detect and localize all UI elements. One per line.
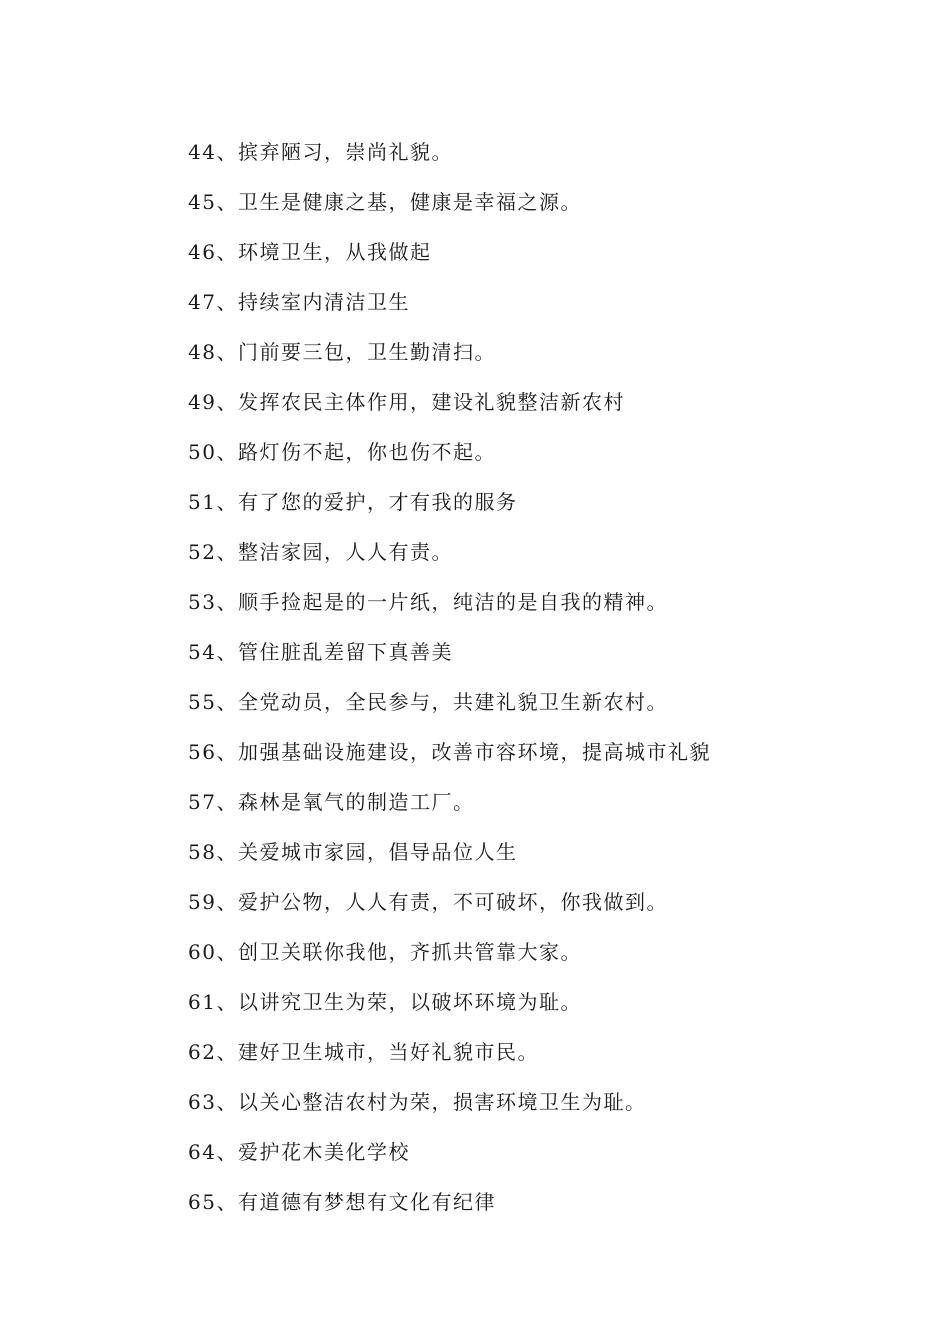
list-item: 60、创卫关联你我他，齐抓共管靠大家。 [188,940,582,964]
list-item: 63、以关心整洁农村为荣，损害环境卫生为耻。 [188,1090,647,1114]
list-item: 51、有了您的爱护，才有我的服务 [188,490,518,514]
list-item: 55、全党动员，全民参与，共建礼貌卫生新农村。 [188,690,668,714]
list-item: 52、整洁家园，人人有责。 [188,540,453,564]
list-item: 45、卫生是健康之基，健康是幸福之源。 [188,190,582,214]
list-item: 59、爱护公物，人人有责，不可破坏，你我做到。 [188,890,668,914]
list-item: 44、摈弃陋习，崇尚礼貌。 [188,140,453,164]
list-item: 47、持续室内清洁卫生 [188,290,410,314]
list-item: 57、森林是氧气的制造工厂。 [188,790,475,814]
list-item: 48、门前要三包，卫生勤清扫。 [188,340,496,364]
list-item: 64、爱护花木美化学校 [188,1140,410,1164]
list-item: 62、建好卫生城市，当好礼貌市民。 [188,1040,539,1064]
list-item: 56、加强基础设施建设，改善市容环境，提高城市礼貌 [188,740,711,764]
list-item: 53、顺手捡起是的一片纸，纯洁的是自我的精神。 [188,590,668,614]
list-item: 61、以讲究卫生为荣，以破坏环境为耻。 [188,990,582,1014]
list-item: 58、关爱城市家园，倡导品位人生 [188,840,518,864]
list-item: 49、发挥农民主体作用，建设礼貌整洁新农村 [188,390,625,414]
list-item: 50、路灯伤不起，你也伤不起。 [188,440,496,464]
list-item: 54、管住脏乱差留下真善美 [188,640,453,664]
slogan-list [188,137,711,1237]
list-item: 65、有道德有梦想有文化有纪律 [188,1190,496,1214]
list-item: 46、环境卫生，从我做起 [188,240,432,264]
